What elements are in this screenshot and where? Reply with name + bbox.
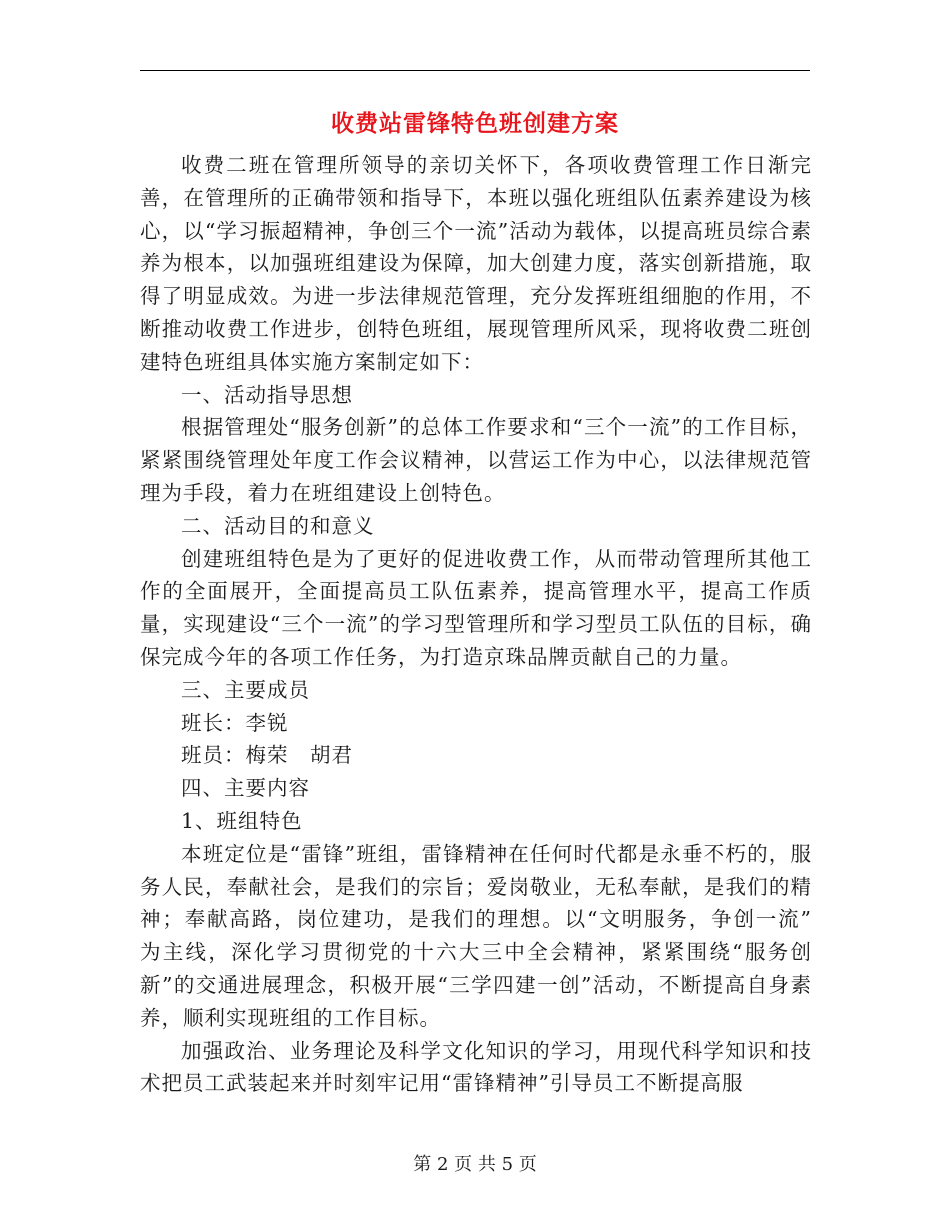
header-rule [140, 70, 810, 71]
paragraph-guiding-ideology: 根据管理处“服务创新”的总体工作要求和“三个一流”的工作目标，紧紧围绕管理处年度工作会议精神，以营运工作为中心，以法律规范管理为手段，着力在班组建设上创特色。 [140, 415, 812, 505]
paragraph-purpose: 创建班组特色是为了更好的促进收费工作，从而带动管理所其他工作的全面展开，全面提高员工队伍素养，提高管理水平，提高工作质量，实现建设“三个一流”的学习型管理所和学习型员工队伍的目标，确保完成今年的各项工作任务，为打造京珠品牌贡献自己的力量。 [140, 546, 812, 669]
section-heading-purpose: 二、活动目的和意义 [181, 513, 375, 538]
page-number: 第 2 页 共 5 页 [413, 1154, 537, 1175]
page-footer [0, 1153, 950, 1177]
paragraph-team-feature: 本班定位是“雷锋”班组，雷锋精神在任何时代都是永垂不朽的，服务人民，奉献社会，是我们的宗旨；爱岗敬业，无私奉献，是我们的精神；奉献高路，岗位建功，是我们的理想。以“文明服务，争创一流” 为主线，深化学习贯彻党的十六大三中全会精神，紧紧围绕“服务创新”的交通进展理念，积极开展“三学四建一创”活动，不断提高自身素养，顺利实现班组的工作目标。 [140, 841, 834, 1030]
member-staff: 班员：梅荣 胡君 [181, 743, 353, 768]
section-heading-guiding-ideology: 一、活动指导思想 [181, 382, 353, 407]
document-title: 收费站雷锋特色班创建方案 [331, 110, 619, 137]
section-heading-members: 三、主要成员 [181, 677, 310, 702]
paragraph-study: 加强政治、业务理论及科学文化知识的学习，用现代科学知识和技术把员工武装起来并时刻牢记用“雷锋精神”引导员工不断提高服 [140, 1038, 812, 1096]
document-body [140, 149, 834, 1100]
paragraph-intro: 收费二班在管理所领导的亲切关怀下，各项收费管理工作日渐完善，在管理所的正确带领和指导下，本班以强化班组队伍素养建设为核心，以“学习振超精神，争创三个一流”活动为载体，以提高班员综合素养为根本，以加强班组建设为保障，加大创建力度，落实创新措施，取得了明显成效。为进一步法律规范管理，充分发挥班组细胞的作用，不断推动收费工作进步，创特色班组，展现管理所风采，现将收费二班创建特色班组具体实施方案制定如下： [140, 153, 812, 374]
subsection-heading-team-feature: 1、班组特色 [181, 808, 303, 833]
section-heading-main-content: 四、主要内容 [181, 776, 310, 801]
member-leader: 班长：李锐 [181, 710, 289, 735]
